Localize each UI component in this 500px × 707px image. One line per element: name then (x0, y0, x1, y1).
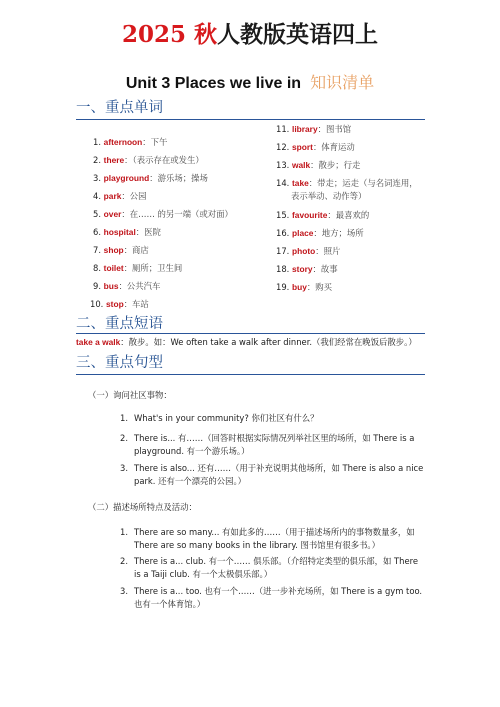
sentence-number: 2. (120, 433, 128, 443)
word-keyword: sport (292, 142, 313, 152)
sentence-item (120, 526, 424, 552)
section-heading-sentences: 三、重点句型 (76, 355, 163, 371)
sentence-item (120, 412, 424, 425)
word-meaning: ：带走；运走（与名词连用， (308, 178, 418, 188)
word-item (93, 244, 149, 256)
word-meaning: ：照片 (315, 246, 341, 256)
word-item (276, 281, 332, 293)
word-item (93, 190, 147, 202)
word-keyword: afternoon (103, 137, 143, 147)
word-keyword: shop (103, 245, 124, 255)
word-item (276, 141, 355, 153)
word-item (93, 226, 161, 238)
sentence-line: There is also... 还有……（用于补充说明其他场所，如 There is also a nice (134, 463, 424, 473)
section-divider (76, 333, 425, 334)
word-number: 14. (276, 178, 290, 188)
word-item (276, 177, 418, 189)
word-keyword: take (292, 178, 309, 188)
section-heading-phrases: 二、重点短语 (76, 316, 163, 332)
document-title (0, 20, 500, 50)
word-number: 4. (93, 191, 101, 201)
word-item (93, 154, 204, 166)
sentence-line: There are so many books in the library. 图书馆里有很多书。） (134, 540, 380, 550)
word-item (93, 280, 160, 292)
word-item (276, 245, 340, 257)
word-meaning: ：散步；行走 (310, 160, 361, 170)
word-keyword: walk (292, 160, 311, 170)
word-keyword: park (103, 191, 122, 201)
sentence-item (120, 462, 424, 488)
word-keyword: playground (103, 173, 150, 183)
section-heading-words: 一、重点单词 (76, 100, 163, 116)
word-keyword: hospital (103, 227, 136, 237)
word-meaning: ：在…… 的另一端（或对面） (121, 209, 233, 219)
word-item (90, 298, 149, 310)
word-item (276, 123, 351, 135)
word-number: 13. (276, 160, 290, 170)
word-keyword: photo (292, 246, 316, 256)
word-meaning: ：医院 (135, 227, 161, 237)
word-meaning: ：公共汽车 (118, 281, 161, 291)
word-number: 10. (90, 299, 104, 309)
unit-title: Unit 3 Places we live in (125, 75, 302, 92)
word-meaning: ：公园 (121, 191, 147, 201)
phrase-keyword: take a walk (76, 337, 121, 347)
sentence-line: 也有一个体育馆。） (134, 599, 206, 609)
word-number: 19. (276, 282, 290, 292)
sentence-number: 3. (120, 463, 128, 473)
word-number: 12. (276, 142, 290, 152)
word-meaning: ：体育运动 (312, 142, 355, 152)
word-number: 15. (276, 210, 290, 220)
word-number: 16. (276, 228, 290, 238)
title-season: 秋 (194, 21, 218, 48)
sentence-line: There is a... too. 也有一个……（进一步补充场所，如 There is a gym too. (134, 586, 423, 596)
word-item (276, 227, 364, 239)
word-keyword: place (292, 228, 314, 238)
word-number: 11. (276, 124, 290, 134)
sentence-line: What's in your community? 你们社区有什么？ (134, 413, 319, 423)
word-item (93, 262, 182, 274)
word-item (276, 263, 338, 275)
word-number: 5. (93, 209, 101, 219)
word-item (93, 208, 233, 220)
word-number: 8. (93, 263, 101, 273)
group-label: （二）描述场所特点及活动： (88, 502, 197, 512)
word-item (93, 136, 167, 148)
sentence-item (120, 432, 424, 458)
sentence-line: park. 还有一个漂亮的公园。） (134, 476, 246, 486)
word-meaning: ：厕所；卫生间 (123, 263, 183, 273)
sentence-line: There are so many... 有如此多的……（用于描述场所内的事物数量多，如 (134, 527, 415, 537)
phrase-meaning: ：散步。如：We often take a walk after dinner.（我们经常在晚饭后散步。） (120, 337, 417, 347)
word-keyword: story (292, 264, 313, 274)
word-number: 7. (93, 245, 101, 255)
sentence-item (120, 585, 424, 611)
word-meaning-continued (291, 190, 366, 202)
section-divider (76, 119, 425, 120)
word-meaning: 表示举动、动作等） (291, 191, 367, 201)
phrase-item (76, 336, 417, 348)
word-number: 1. (93, 137, 101, 147)
title-rest: 人教版英语四上 (217, 21, 379, 48)
word-meaning: ：游乐场；操场 (149, 173, 208, 183)
sentence-line: There is a... club. 有一个…… 俱乐部。（介绍特定类型的俱乐部，如 There (134, 556, 419, 566)
word-meaning: ：购买 (306, 282, 333, 292)
word-number: 17. (276, 246, 290, 256)
sentence-line: is a Taiji club. 有一个太极俱乐部。） (134, 569, 273, 579)
word-number: 3. (93, 173, 101, 183)
word-number: 9. (93, 281, 101, 291)
word-meaning: ：商店 (123, 245, 149, 255)
word-number: 18. (276, 264, 290, 274)
sentence-line: There is... 有……（回答时根据实际情况列举社区里的场所，如 There is a (134, 433, 415, 443)
word-meaning: ：车站 (123, 299, 149, 309)
word-item (276, 159, 360, 171)
word-meaning: ：（表示存在或发生） (124, 155, 204, 165)
section-divider (76, 374, 425, 375)
word-keyword: buy (292, 282, 307, 292)
word-item (93, 172, 208, 184)
word-keyword: there (103, 155, 125, 165)
sentence-item (120, 555, 424, 581)
word-keyword: library (292, 124, 318, 134)
word-number: 2. (93, 155, 101, 165)
word-keyword: stop (106, 299, 124, 309)
sentence-line: playground. 有一个游乐场。） (134, 446, 250, 456)
sentence-number: 3. (120, 586, 128, 596)
word-meaning: ：图书馆 (317, 124, 352, 134)
word-meaning: ：地方；场所 (313, 228, 364, 238)
word-meaning: ：最喜欢的 (327, 210, 370, 220)
word-meaning: ：下午 (142, 137, 168, 147)
word-meaning: ：故事 (312, 264, 338, 274)
word-item (276, 209, 369, 221)
word-keyword: bus (103, 281, 119, 291)
word-number: 6. (93, 227, 101, 237)
unit-subtitle: 知识清单 (310, 73, 375, 92)
word-keyword: toilet (103, 263, 124, 273)
sentence-number: 2. (120, 556, 128, 566)
word-keyword: favourite (292, 210, 328, 220)
sentence-number: 1. (120, 413, 128, 423)
sentence-number: 1. (120, 527, 128, 537)
group-label: （一）询问社区事物： (88, 390, 172, 400)
word-keyword: over (103, 209, 122, 219)
unit-heading (0, 72, 500, 95)
title-year: 2025 (121, 21, 186, 48)
